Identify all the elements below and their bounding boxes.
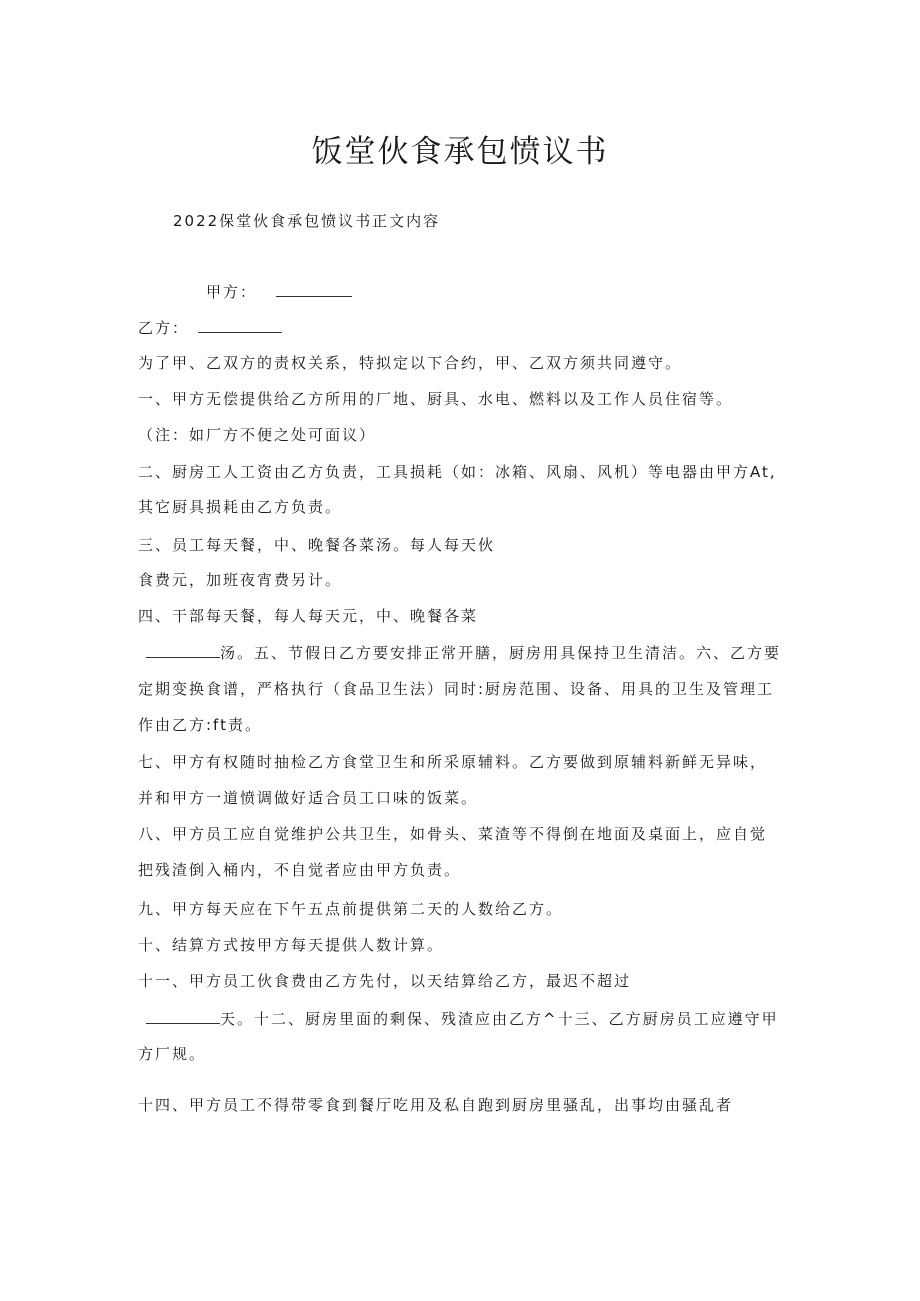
party-b-line xyxy=(138,318,282,338)
body-line: （注：如厂方不便之处可面议） xyxy=(138,426,377,444)
body-line: 一、甲方无偿提供给乙方所用的厂地、厨具、水电、燃料以及工作人员住宿等。 xyxy=(138,390,734,408)
body-line: 四、干部每天餐，每人每天元，中、晚餐各菜 xyxy=(138,607,479,625)
party-a-label: 甲方： xyxy=(206,283,258,301)
body-line: 方厂规。 xyxy=(138,1045,207,1063)
body-line: 三、员工每天餐，中、晚餐各菜汤。每人每天伙 xyxy=(138,536,496,554)
body-line: 十四、甲方员工不得带零食到餐厅吃用及私自跑到厨房里骚乱，出事均由骚乱者 xyxy=(138,1096,734,1114)
party-b-label: 乙方： xyxy=(138,319,190,337)
body-line: 作由乙方:ft责。 xyxy=(138,716,262,734)
body-line: 把残渣倒入桶内，不自觉者应由甲方负责。 xyxy=(138,861,462,879)
body-line-with-blank xyxy=(146,1009,779,1029)
body-line: 二、厨房工人工资由乙方负责，工具损耗（如：冰箱、风扇、风机）等电器由甲方At, xyxy=(138,463,777,481)
body-line: 七、甲方有权随时抽检乙方食堂卫生和所采原辅料。乙方要做到原辅料新鲜无异味， xyxy=(138,753,768,771)
body-line: 天。十二、厨房里面的剩保、残渣应由乙方^十三、乙方厨房员工应遵守甲 xyxy=(220,1010,779,1028)
party-a-line xyxy=(206,282,352,302)
body-line-with-blank xyxy=(146,643,781,663)
body-line: 并和甲方一道愤调做好适合员工口味的饭菜。 xyxy=(138,789,479,807)
fill-in-blank xyxy=(146,1009,220,1024)
body-line: 十一、甲方员工伙食费由乙方先付，以天结算给乙方，最迟不超过 xyxy=(138,972,632,990)
party-a-blank xyxy=(276,282,352,297)
body-line: 十、结算方式按甲方每天提供人数计算。 xyxy=(138,936,445,954)
body-line: 汤。五、节假日乙方要安排正常开膳，厨房用具保持卫生清洁。六、乙方要 xyxy=(220,644,782,662)
party-b-blank xyxy=(198,318,282,333)
document-title: 饭堂伙食承包愤议书 xyxy=(311,134,609,170)
body-line: 定期变换食谱，严格执行（食品卫生法）同时:厨房范围、设备、用具的卫生及管理工 xyxy=(138,680,775,698)
body-line: 八、甲方员工应自觉维护公共卫生，如骨头、菜渣等不得倒在地面及桌面上，应自觉 xyxy=(138,825,768,843)
fill-in-blank xyxy=(146,643,220,658)
body-line: 其它厨具损耗由乙方负责。 xyxy=(138,498,343,516)
body-line: 九、甲方每天应在下午五点前提供第二天的人数给乙方。 xyxy=(138,900,564,918)
body-line: 食费元，加班夜宵费另计。 xyxy=(138,571,343,589)
body-line: 为了甲、乙双方的责权关系，特拟定以下合约，甲、乙双方须共同遵守。 xyxy=(138,354,683,372)
document-subtitle: 2022保堂伙食承包愤议书正文内容 xyxy=(173,212,441,230)
